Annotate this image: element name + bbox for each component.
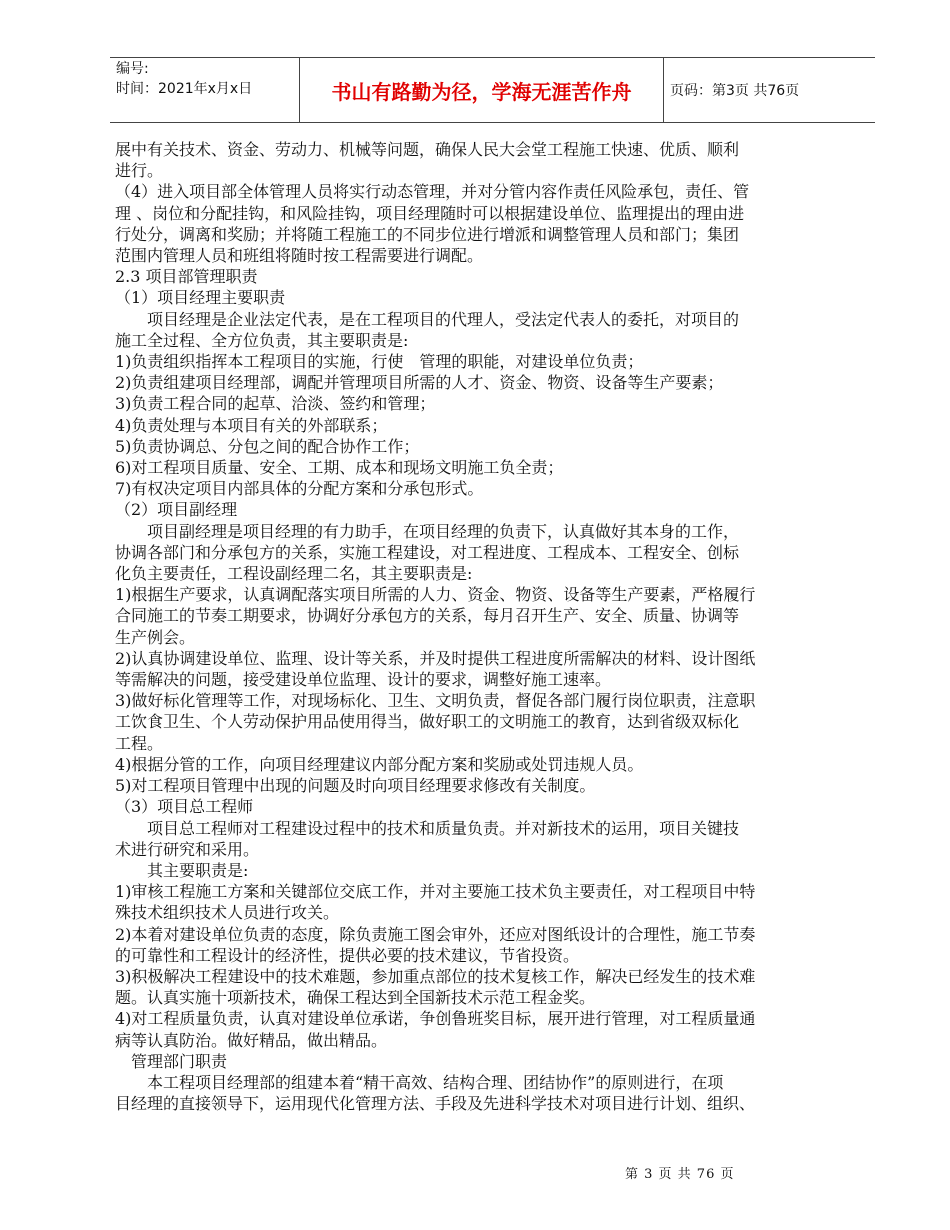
subsection-heading: （2）项目副经理 xyxy=(115,500,238,520)
subsection-heading: 管理部门职责 xyxy=(115,1051,228,1071)
text-line: 目经理的直接领导下，运用现代化管理方法、手段及先进科学技术对项目进行计划、组织、 xyxy=(115,1094,756,1114)
list-item: 1)根据生产要求，认真调配落实项目所需的人力、资金、物资、设备等生产要素，严格履行 xyxy=(115,585,756,605)
text-line: 生产例会。 xyxy=(115,627,196,647)
text-line: 施工全过程、全方位负责，其主要职责是: xyxy=(115,330,409,350)
header-page-number: 页码：第3页 共76页 xyxy=(670,83,800,99)
list-item: 2)认真协调建设单位、监理、设计等关系，并及时提供工程进度所需解决的材料、设计图纸 xyxy=(115,648,756,668)
text-line: 工程。 xyxy=(115,733,164,753)
list-item: 3)积极解决工程建设中的技术难题，参加重点部位的技术复核工作，解决已经发生的技术难 xyxy=(115,966,756,986)
list-item: 3)做好标化管理等工作，对现场标化、卫生、文明负责，督促各部门履行岗位职责，注意职 xyxy=(115,691,756,711)
text-line: 项目副经理是项目经理的有力助手，在项目经理的负责下，认真做好其本身的工作， xyxy=(115,521,740,541)
text-line: 项目总工程师对工程建设过程中的技术和质量负责。并对新技术的运用，项目关键技 xyxy=(115,818,740,838)
text-line: （4）进入项目部全体管理人员将实行动态管理，并对分管内容作责任风险承包，责任、管 xyxy=(115,182,750,202)
text-line: 化负主要责任，工程设副经理二名，其主要职责是: xyxy=(115,564,473,584)
document-body xyxy=(115,139,875,1114)
list-item: 6)对工程项目质量、安全、工期、成本和现场文明施工负全责； xyxy=(115,458,564,478)
text-line: 行处分，调离和奖励；并将随工程施工的不同步位进行增派和调整管理人员和部门；集团 xyxy=(115,224,740,244)
list-item: 1)负责组织指挥本工程项目的实施，行使 管理的职能，对建设单位负责； xyxy=(115,352,644,372)
text-line: 题。认真实施十项新技术，确保工程达到全国新技术示范工程金奖。 xyxy=(115,988,596,1008)
text-line: 殊技术组织技术人员进行攻关。 xyxy=(115,903,340,923)
text-line: 工饮食卫生、个人劳动保护用品使用得当，做好职工的文明施工的教育，达到省级双标化 xyxy=(115,712,740,732)
subsection-heading: （1）项目经理主要职责 xyxy=(115,288,286,308)
list-item: 4)对工程质量负责，认真对建设单位承诺，争创鲁班奖目标，展开进行管理，对工程质量通 xyxy=(115,1009,756,1029)
text-line: 项目经理是企业法定代表，是在工程项目的代理人，受法定代表人的委托，对项目的 xyxy=(115,309,740,329)
page-footer: 第 3 页 共 76 页 xyxy=(625,1167,735,1182)
text-line: 合同施工的节奏工期要求，协调好分承包方的关系，每月召开生产、安全、质量、协调等 xyxy=(115,606,740,626)
list-item: 4)根据分管的工作，向项目经理建议内部分配方案和奖励或处罚违规人员。 xyxy=(115,754,644,774)
list-item: 4)负责处理与本项目有关的外部联系； xyxy=(115,415,388,435)
text-line: 的可靠性和工程设计的经济性，提供必要的技术建议，节省投资。 xyxy=(115,945,580,965)
text-line: 理 、岗位和分配挂钩，和风险挂钩，项目经理随时可以根据建设单位、监理提出的理由进 xyxy=(115,203,745,223)
text-line: 病等认真防治。做好精品，做出精品。 xyxy=(115,1030,388,1050)
header-meta xyxy=(110,58,300,122)
text-line: 协调各部门和分承包方的关系，实施工程建设，对工程进度、工程成本、工程安全、创标 xyxy=(115,542,740,562)
page-header xyxy=(110,57,875,123)
list-item: 2)本着对建设单位负责的态度，除负责施工图会审外，还应对图纸设计的合理性，施工节奏 xyxy=(115,924,756,944)
list-item: 5)对工程项目管理中出现的问题及时向项目经理要求修改有关制度。 xyxy=(115,776,596,796)
text-line: 等需解决的问题，接受建设单位监理、设计的要求，调整好施工速率。 xyxy=(115,670,612,690)
text-line: 术进行研究和采用。 xyxy=(115,839,260,859)
time-label: 时间：2021年x月x日 xyxy=(116,81,253,97)
list-item: 3)负责工程合同的起草、洽淡、签约和管理； xyxy=(115,394,436,414)
code-label: 编号: xyxy=(116,61,149,77)
list-item: 7)有权决定项目内部具体的分配方案和分承包形式。 xyxy=(115,479,484,499)
subsection-heading: （3）项目总工程师 xyxy=(115,797,254,817)
header-motto: 书山有路勤为径，学海无涯苦作舟 xyxy=(300,58,664,122)
section-heading: 2.3 项目部管理职责 xyxy=(115,267,258,287)
text-line: 展中有关技术、资金、劳动力、机械等问题，确保人民大会堂工程施工快速、优质、顺利 xyxy=(115,140,740,159)
text-line: 其主要职责是: xyxy=(115,860,249,880)
list-item: 5)负责协调总、分包之间的配合协作工作； xyxy=(115,436,420,456)
list-item: 1)审核工程施工方案和关键部位交底工作，并对主要施工技术负主要责任，对工程项目中特 xyxy=(115,882,756,902)
text-line: 本工程项目经理部的组建本着“精干高效、结构合理、团结协作”的原则进行，在项 xyxy=(115,1072,724,1092)
text-line: 范围内管理人员和班组将随时按工程需要进行调配。 xyxy=(115,246,484,266)
list-item: 2)负责组建项目经理部，调配并管理项目所需的人才、资金、物资、设备等生产要素； xyxy=(115,373,724,393)
text-line: 进行。 xyxy=(115,161,164,181)
